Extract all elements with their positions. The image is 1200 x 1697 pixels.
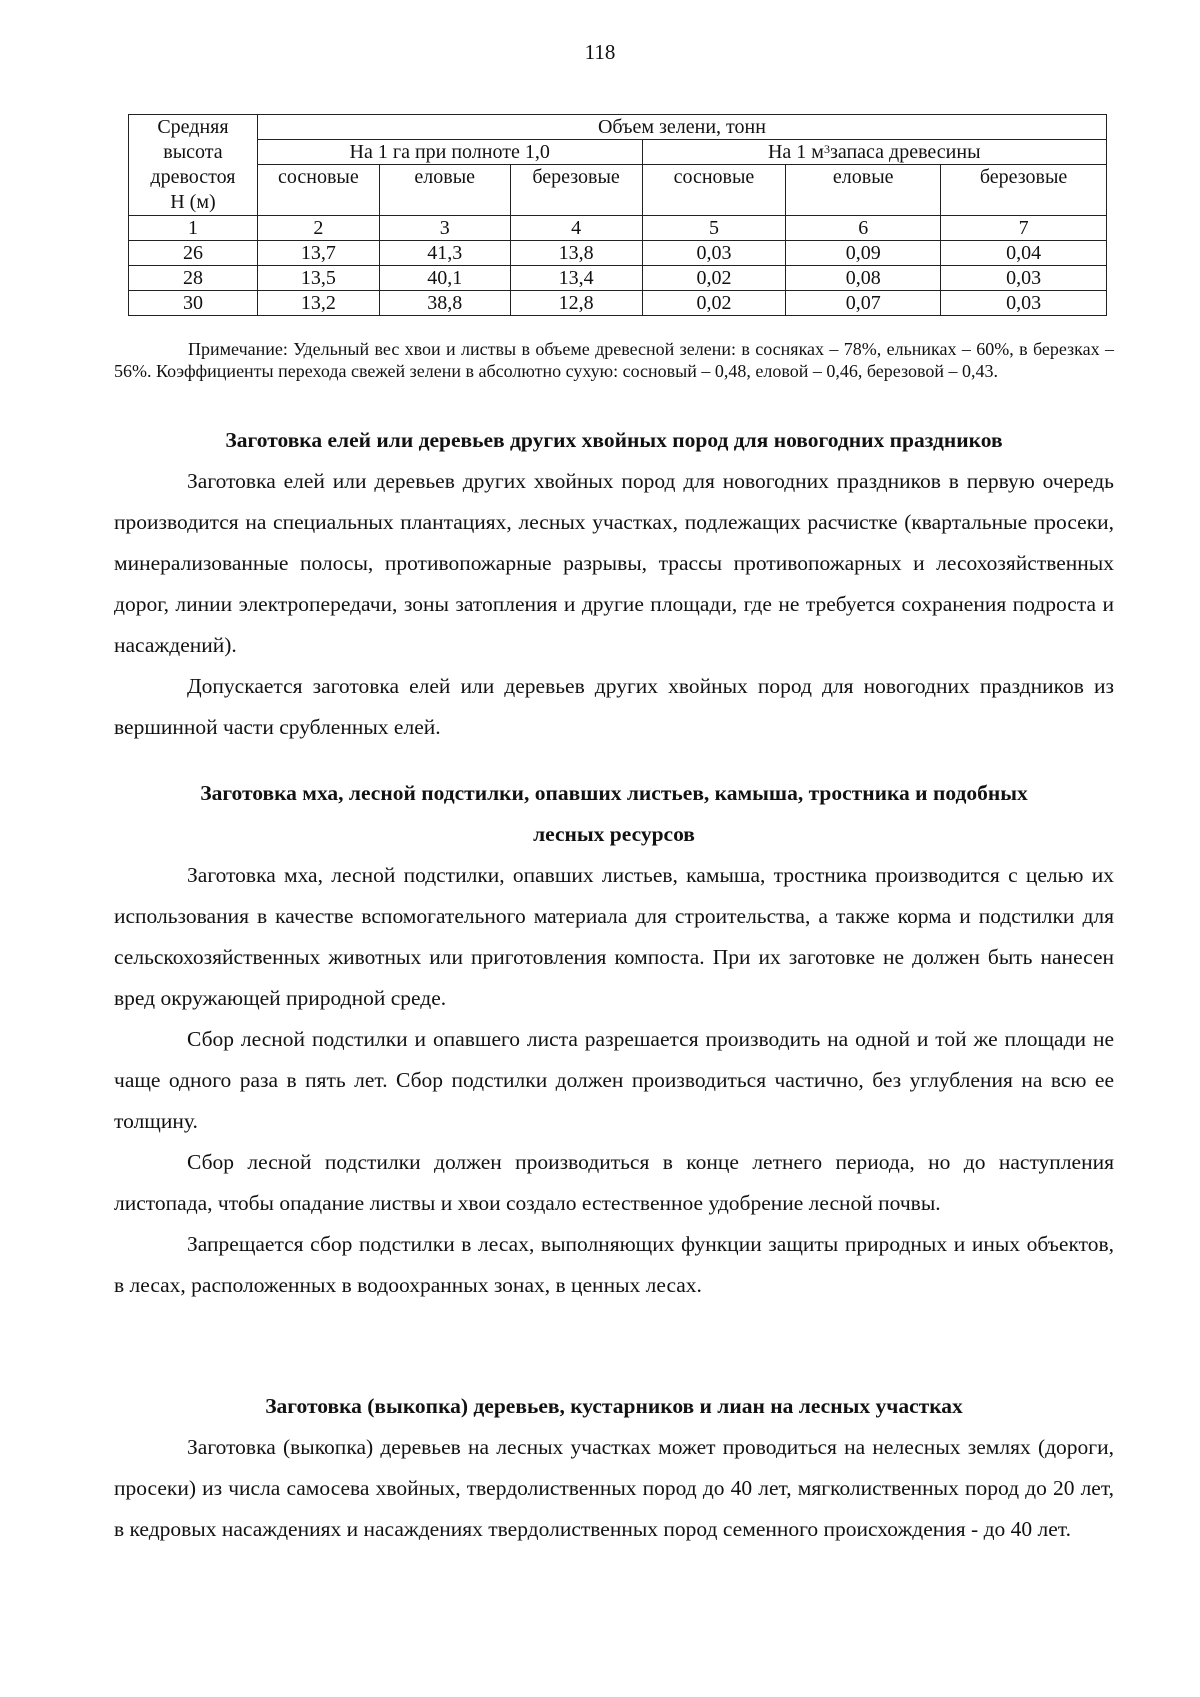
table-cell: 30 [129,291,258,316]
note-text: Примечание: Удельный вес хвои и листвы в объеме древесной зелени: в сосняках – 78%, ельниках – 60%, в березках – 56%. Коэффициенты перехода свежей зелени в абсолютно сухую: сосновый – 0,48, еловой – 0,46, березовой – 0,43. [114,339,1114,381]
section-tree-digging [114,1386,1114,1550]
paragraph: Заготовка мха, лесной подстилки, опавших листьев, камыша, тростника производится с целью их использования в качестве вспомогательного материала для строительства, а также корма и подстилки для сельскохозяйственных животных или приготовления компоста. При их заготовке не должен быть нанесен вред окружающей природной среде. [114,863,1114,1010]
table-cell: 28 [129,266,258,291]
species-pine: сосновые [642,165,786,216]
species-spruce: еловые [379,165,510,216]
table-cell: 13,7 [257,241,379,266]
table-row [129,266,1107,291]
header-green-volume: Объем зелени, тонн [257,115,1106,140]
table-cell: 13,2 [257,291,379,316]
table-cell: 38,8 [379,291,510,316]
table-cell: 13,5 [257,266,379,291]
table-cell: 0,03 [941,266,1107,291]
table-cell: 13,8 [510,241,642,266]
paragraph: Заготовка (выкопка) деревьев на лесных участках может проводиться на нелесных землях (дороги, просеки) из числа самосева хвойных, твердолиственных пород до 40 лет, мягколиственных пород до 20 лет, в кедровых насаждениях и насаждениях твердолиственных пород семенного происхождения - до 40 лет. [114,1435,1114,1541]
col-number: 7 [941,216,1107,241]
header-line: высота [163,141,223,163]
section-christmas-trees [114,420,1114,748]
superscript: 3 [823,142,830,156]
table-cell: 13,4 [510,266,642,291]
section-heading: Заготовка мха, лесной подстилки, опавших листьев, камыша, тростника и подобных [200,781,1028,805]
green-volume-table [128,114,1107,316]
table-cell: 0,07 [786,291,941,316]
col-number: 3 [379,216,510,241]
section-heading: лесных ресурсов [533,822,695,846]
species-birch: березовые [510,165,642,216]
species-birch: березовые [941,165,1107,216]
section-moss-litter [114,773,1114,1306]
table-cell: 26 [129,241,258,266]
header-line: древостоя [150,166,236,188]
paragraph: Допускается заготовка елей или деревьев других хвойных пород для новогодних праздников из вершинной части срубленных елей. [114,674,1114,739]
section-heading: Заготовка (выкопка) деревьев, кустарников и лиан на лесных участках [265,1394,963,1418]
table-cell: 0,04 [941,241,1107,266]
header-line: Н (м) [170,191,216,213]
header-average-height [129,115,258,216]
table-cell: 41,3 [379,241,510,266]
col-number: 1 [129,216,258,241]
header-per-hectare: На 1 га при полноте 1,0 [257,140,642,165]
col-number: 2 [257,216,379,241]
col-number: 4 [510,216,642,241]
table-cell: 0,09 [786,241,941,266]
header-per-cubic-meter [642,140,1106,165]
table-cell: 12,8 [510,291,642,316]
table-cell: 40,1 [379,266,510,291]
col-number: 5 [642,216,786,241]
page-number: 118 [584,40,616,64]
species-pine: сосновые [257,165,379,216]
species-spruce: еловые [786,165,941,216]
paragraph: Заготовка елей или деревьев других хвойных пород для новогодних праздников в первую очередь производится на специальных плантациях, лесных участках, подлежащих расчистке (квартальные просеки, минерализованные полосы, противопожарные разрывы, трассы противопожарных и лесохозяйственных дорог, линии электропередачи, зоны затопления и другие площади, где не требуется сохранения подроста и насаждений). [114,469,1114,657]
header-line: Средняя [157,116,229,138]
paragraph: Сбор лесной подстилки должен производиться в конце летнего периода, но до наступления листопада, чтобы опадание листвы и хвои создало естественное удобрение лесной почвы. [114,1150,1114,1215]
table-note [114,338,1114,382]
table-row [129,241,1107,266]
paragraph: Сбор лесной подстилки и опавшего листа разрешается производить на одной и той же площади не чаще одного раза в пять лет. Сбор подстилки должен производиться частично, без углубления на всю ее толщину. [114,1027,1114,1133]
col-number: 6 [786,216,941,241]
paragraph: Запрещается сбор подстилки в лесах, выполняющих функции защиты природных и иных объектов, в лесах, расположенных в водоохранных зонах, в ценных лесах. [114,1232,1114,1297]
header-part: запаса древесины [829,141,981,163]
table-cell: 0,02 [642,291,786,316]
table-cell: 0,03 [941,291,1107,316]
section-heading: Заготовка елей или деревьев других хвойных пород для новогодних праздников [225,428,1003,452]
table-cell: 0,03 [642,241,786,266]
table-cell: 0,08 [786,266,941,291]
table-cell: 0,02 [642,266,786,291]
table-row [129,291,1107,316]
header-part: На 1 м [767,141,824,163]
